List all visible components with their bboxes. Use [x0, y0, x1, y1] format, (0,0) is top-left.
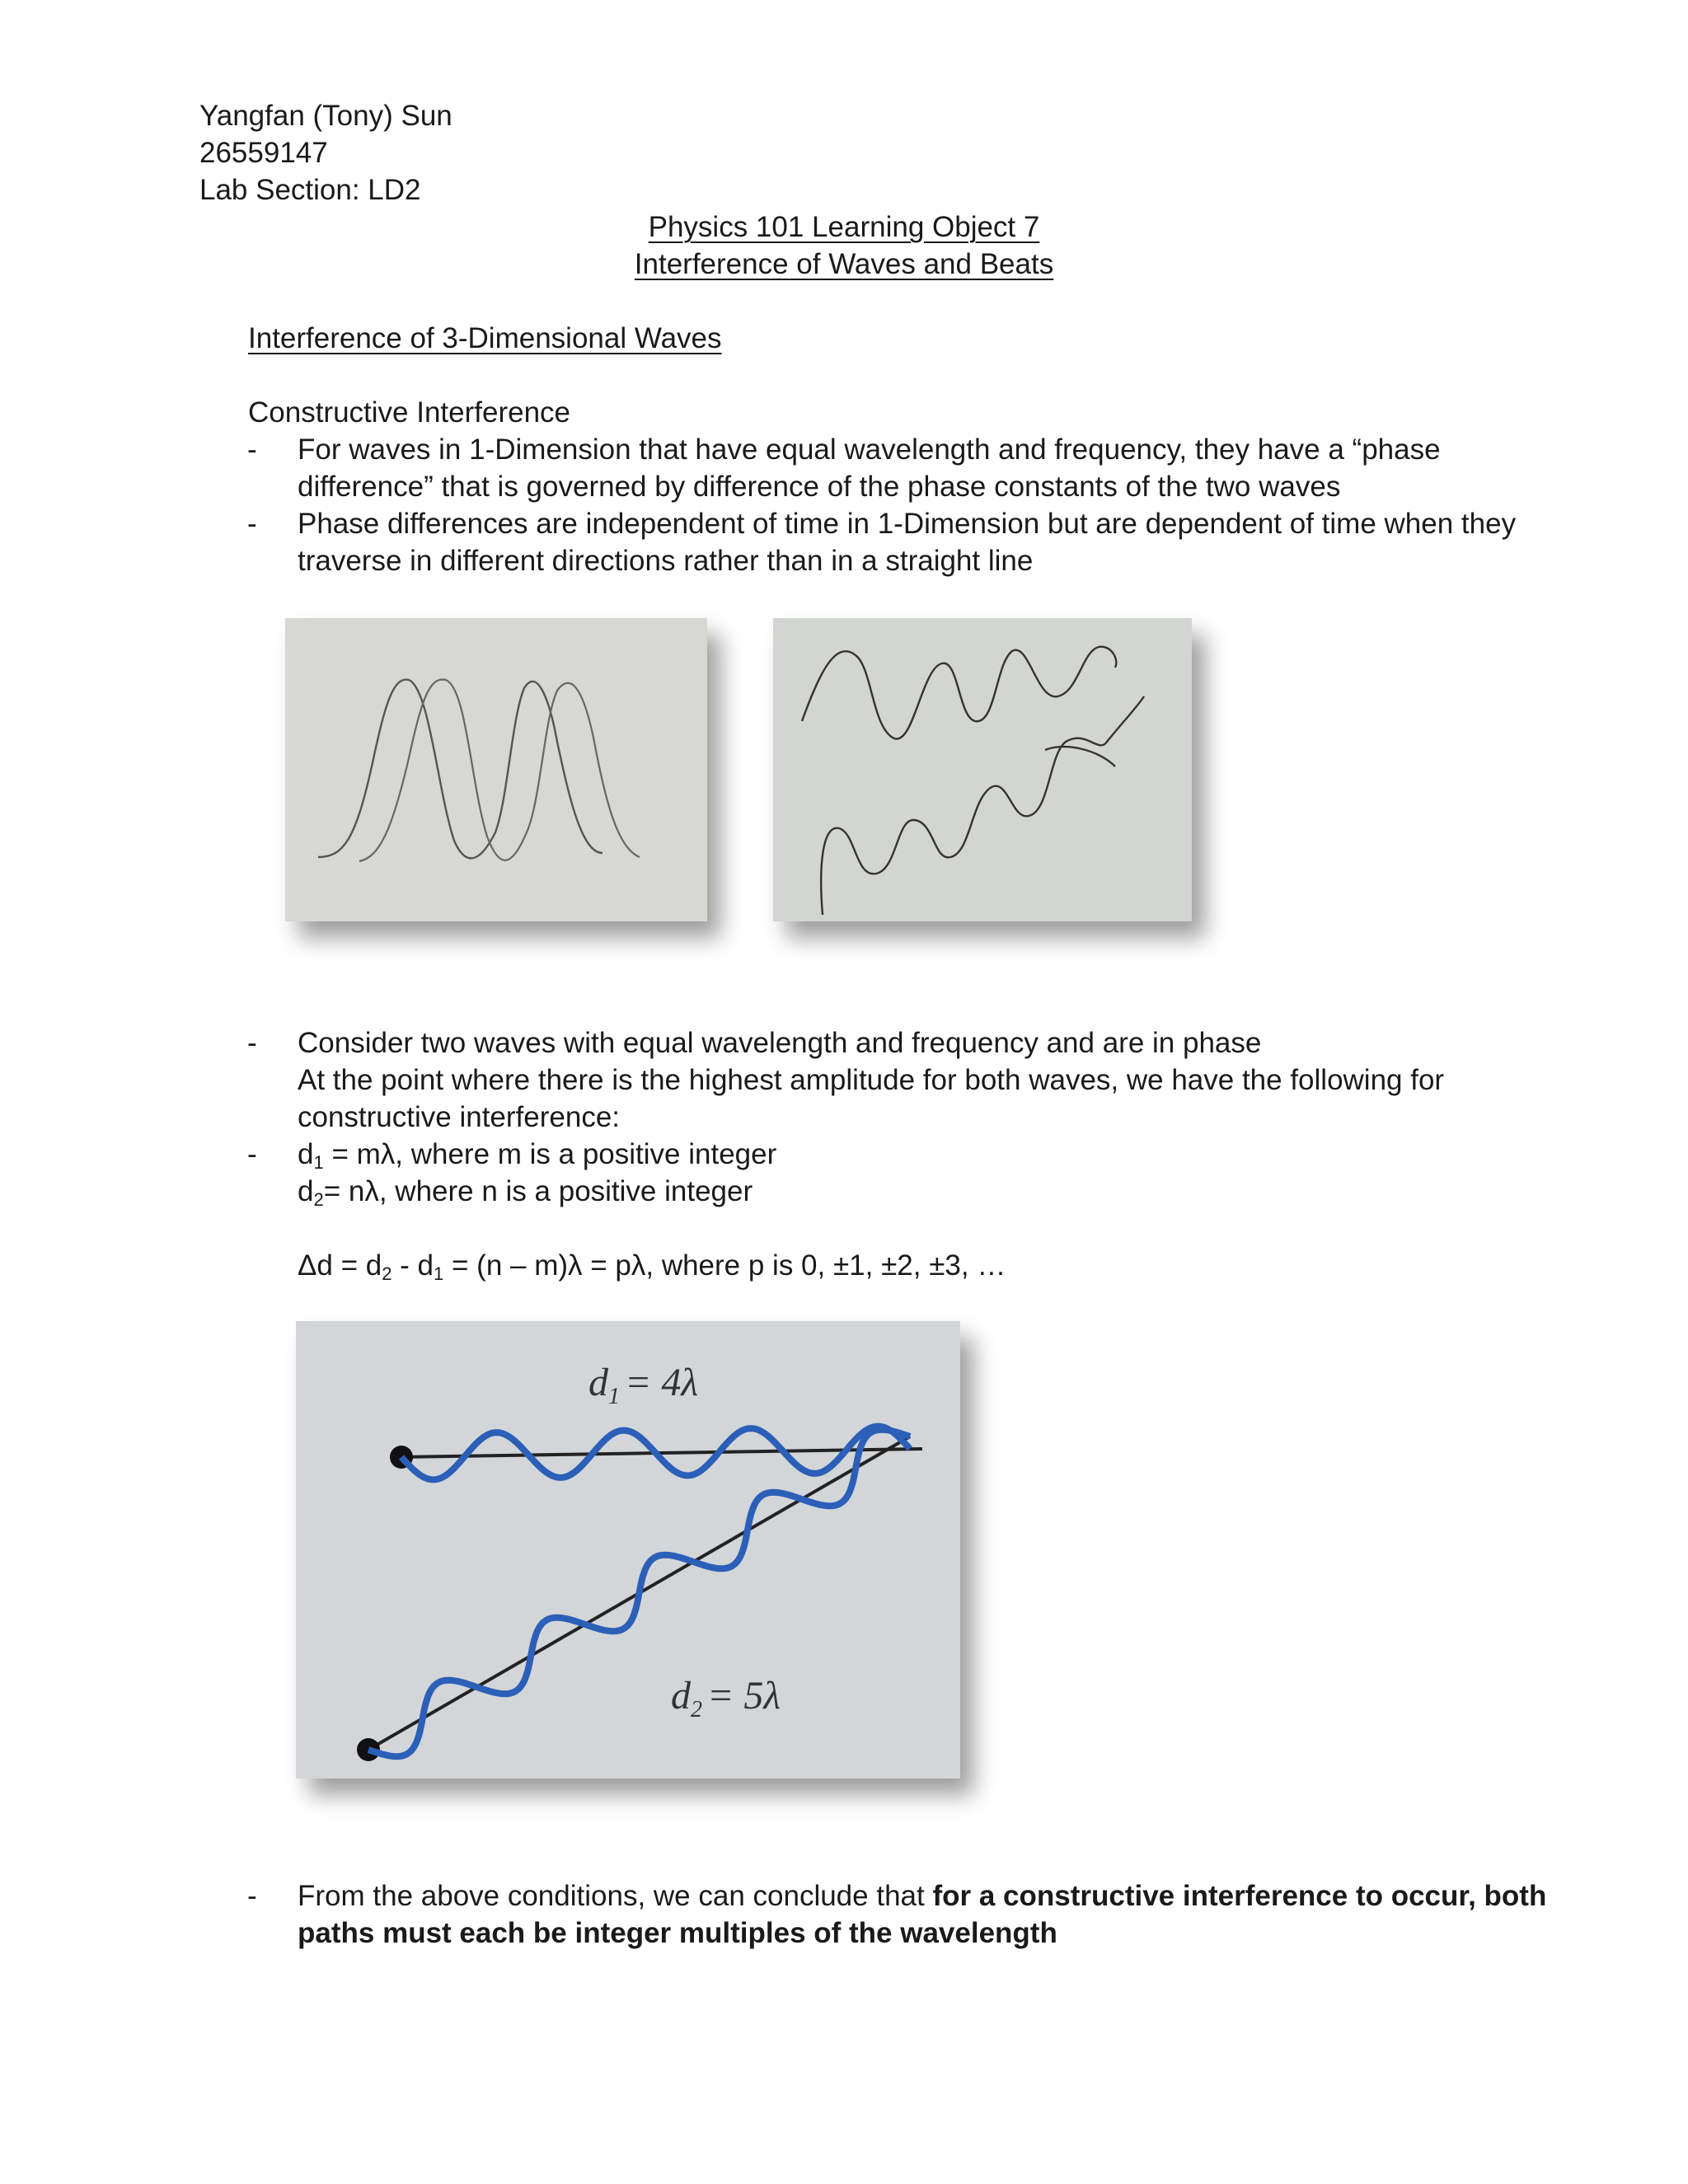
bullet-text: difference” that is governed by difference of the phase constants of the two waves	[298, 471, 1341, 503]
bullet-text: For waves in 1-Dimension that have equal wavelength and frequency, they have a “phase	[298, 434, 1441, 466]
conclusion-line1: From the above conditions, we can conclude that for a constructive interference to occur, both	[298, 1880, 1547, 1912]
sketch-in-phase-waves	[285, 618, 707, 921]
bullet-marker: -	[247, 1027, 257, 1059]
section-heading: Interference of 3-Dimensional Waves	[248, 322, 722, 354]
equation-d1: $d_1 = m\lambda$, where m is a positive integer	[298, 1138, 777, 1173]
bullet-marker: -	[247, 508, 257, 540]
label-d1: $d_1 = 4\lambda$	[588, 1361, 699, 1409]
bullet-marker: -	[247, 1138, 257, 1170]
bullet-marker: -	[247, 1880, 257, 1912]
bullet-text: Consider two waves with equal wavelength and frequency and are in phase	[298, 1027, 1262, 1059]
bullet-text: At the point where there is the highest amplitude for both waves, we have the following for	[298, 1064, 1445, 1096]
bullet-text: constructive interference:	[298, 1101, 621, 1133]
student-id: 26559147	[199, 137, 328, 169]
path-difference-diagram	[296, 1321, 960, 1779]
bullet-text: Phase differences are independent of time in 1-Dimension but are dependent of time when they	[298, 508, 1517, 540]
label-d2: $d_2 = 5\lambda$	[671, 1674, 781, 1722]
equation-d2: $d_2= n\lambda$, where n is a positive integer	[298, 1175, 753, 1210]
lab-section: Lab Section: LD2	[199, 174, 421, 206]
bullet-text: traverse in different directions rather than in a straight line	[298, 545, 1034, 577]
sketch-crossing-waves	[773, 618, 1192, 921]
page-title: Physics 101 Learning Object 7	[648, 211, 1040, 243]
equation-delta-d: $\Delta d = d_2 - d_1 = (n - m)\lambda = p\lambda$, where p is 0, ±1, ±2, ±3, …	[298, 1249, 1006, 1284]
page-subtitle: Interference of Waves and Beats	[634, 248, 1054, 280]
conclusion-line2: paths must each be integer multiples of the wavelength	[298, 1917, 1057, 1949]
bullet-marker: -	[247, 434, 257, 466]
subheading: Constructive Interference	[248, 396, 571, 429]
author-name: Yangfan (Tony) Sun	[199, 100, 452, 132]
